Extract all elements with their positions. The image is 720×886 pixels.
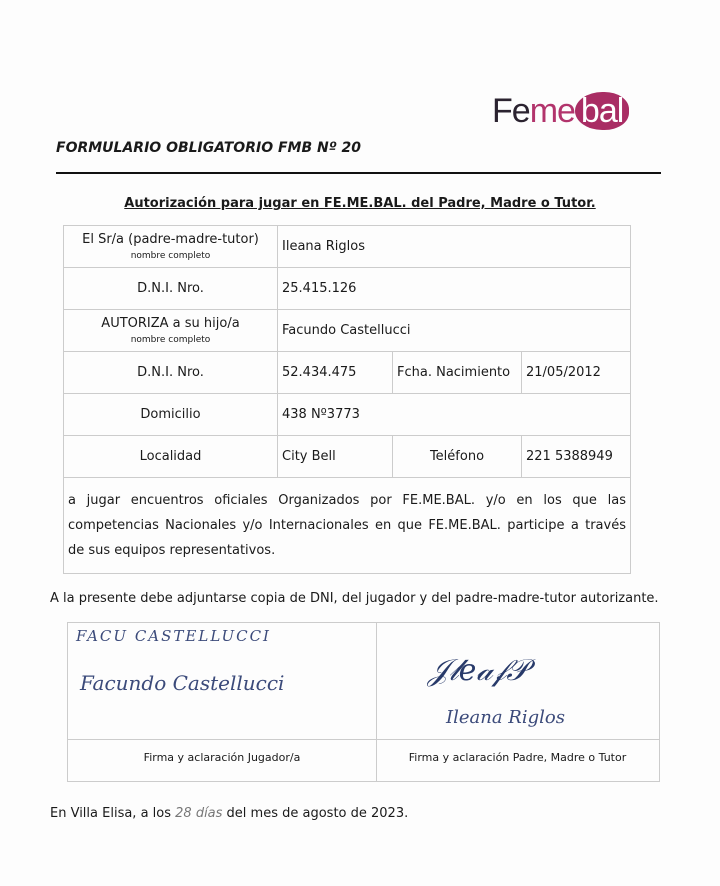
date-line: En Villa Elisa, a los 28 días del mes de agosto de 2023.	[50, 806, 409, 821]
tutor-label: El Sr/a (padre-madre-tutor) nombre completo	[64, 226, 278, 268]
phone-label: Teléfono	[393, 436, 522, 478]
child-dni: 52.434.475	[278, 352, 393, 394]
autoriza-label: AUTORIZA a su hijo/a nombre completo	[64, 310, 278, 352]
authorization-table	[63, 225, 631, 574]
tutor-signature-label: Firma y aclaración Padre, Madre o Tutor	[408, 751, 627, 764]
tutor-signature: 𝒥𝓁𝑒𝒶𝒻𝒫	[428, 653, 528, 688]
attachment-note: A la presente debe adjuntarse copia de DNI, del jugador y del padre-madre-tutor autorizante.	[50, 591, 659, 606]
player-handwritten-name: FACU CASTELLUCCI	[76, 627, 271, 645]
tutor-handwritten-name: Ileana Riglos	[446, 707, 565, 728]
signature-box	[67, 622, 660, 782]
handwritten-day: 28 días	[175, 806, 223, 821]
birthdate-label: Fcha. Nacimiento	[393, 352, 522, 394]
player-signature: Facundo Castellucci	[80, 671, 285, 695]
dni-label: D.N.I. Nro.	[64, 352, 278, 394]
authorization-text: a jugar encuentros oficiales Organizados por FE.ME.BAL. y/o en los que las competencias Nacionales y/o Internacionales en que FE.ME.BAL. participe a través de sus equipos representativos.	[64, 478, 631, 574]
address-value: 438 Nº3773	[278, 394, 631, 436]
phone-value: 221 5388949	[522, 436, 631, 478]
form-subtitle: Autorización para jugar en FE.ME.BAL. del Padre, Madre o Tutor.	[124, 196, 596, 211]
tutor-dni: 25.415.126	[278, 268, 631, 310]
birthdate-value: 21/05/2012	[522, 352, 631, 394]
divider	[56, 172, 661, 174]
form-title: FORMULARIO OBLIGATORIO FMB Nº 20	[56, 140, 361, 156]
femebal-logo: Feme bal	[492, 92, 629, 131]
player-signature-label: Firma y aclaración Jugador/a	[143, 751, 301, 764]
child-name: Facundo Castellucci	[278, 310, 631, 352]
city-label: Localidad	[64, 436, 278, 478]
address-label: Domicilio	[64, 394, 278, 436]
city-value: City Bell	[278, 436, 393, 478]
tutor-name: Ileana Riglos	[278, 226, 631, 268]
dni-label: D.N.I. Nro.	[64, 268, 278, 310]
